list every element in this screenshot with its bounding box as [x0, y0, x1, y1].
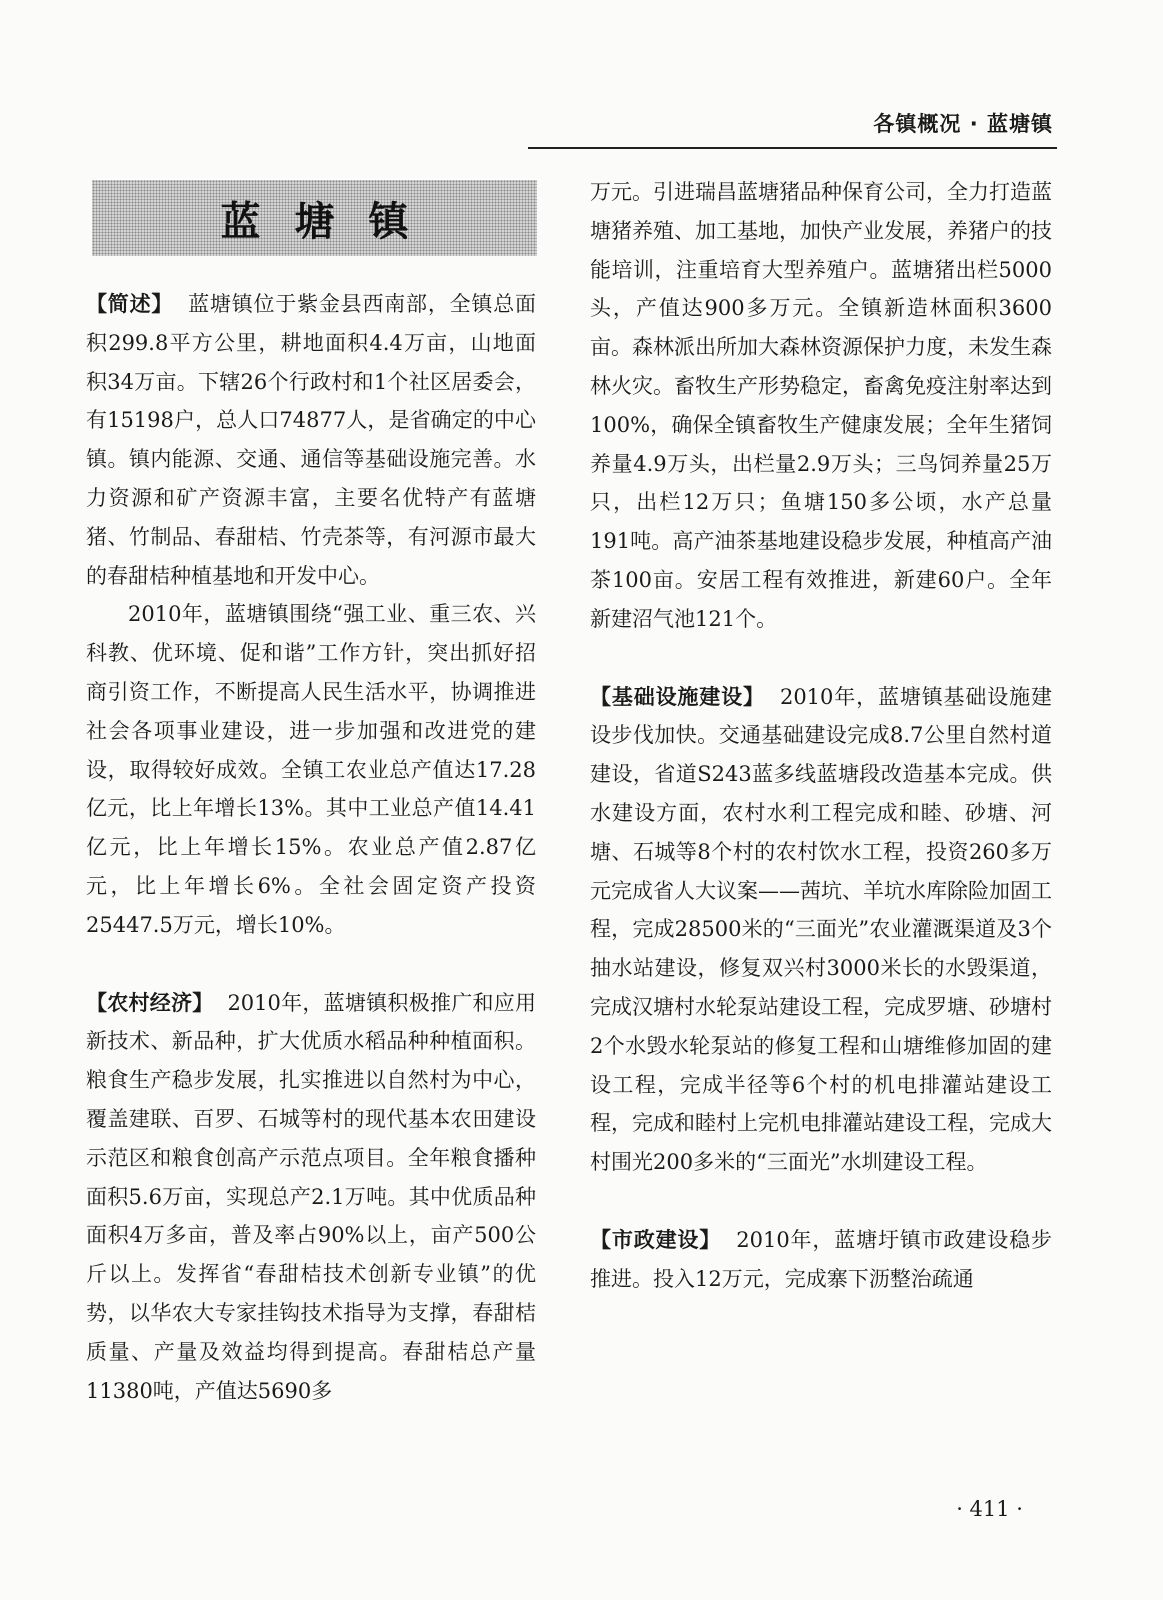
right-column	[590, 173, 1052, 1299]
section-title-rural-economy: 【农村经济】	[86, 990, 214, 1015]
overview-paragraph	[86, 595, 536, 944]
header-rule	[528, 147, 1057, 149]
section-title-infrastructure: 【基础设施建设】	[590, 684, 765, 709]
summary-text: 蓝塘镇位于紫金县西南部，全镇总面积299.8平方公里，耕地面积4.4万亩，山地面积34万亩。下辖26个行政村和1个社区居委会，有15198户，总人口74877人，是省确定的中心镇。镇内能源、交通、通信等基础设施完善。水力资源和矿产资源丰富，主要名优特产有蓝塘猪、竹制品、春甜桔、竹壳茶等，有河源市最大的春甜桔种植基地和开发中心。	[86, 292, 536, 588]
running-header: 各镇概况 · 蓝塘镇	[873, 112, 1053, 136]
municipal-text: 2010年，蓝塘圩镇市政建设稳步推进。投入12万元，完成寨下沥整治疏通	[590, 1227, 1052, 1291]
rural-economy-continued-text: 万元。引进瑞昌蓝塘猪品种保育公司，全力打造蓝塘猪养殖、加工基地，加快产业发展，养猪户的技能培训，注重培育大型养殖户。蓝塘猪出栏5000头，产值达900多万元。全镇新造林面积3600亩。森林派出所加大森林资源保护力度，未发生森林火灾。畜牧生产形势稳定，畜禽免疫注射率达到100%，确保全镇畜牧生产健康发展；全年生猪饲养量4.9万头，出栏量2.9万头；三鸟饲养量25万只，出栏12万只；鱼塘150多公顷，水产总量191吨。高产油茶基地建设稳步发展，种植高产油茶100亩。安居工程有效推进，新建60户。全年新建沼气池121个。	[590, 180, 1052, 631]
title-banner	[92, 180, 537, 256]
page-title: 蓝塘镇	[220, 198, 443, 245]
rural-economy-paragraph	[86, 984, 536, 1411]
section-title-summary: 【简述】	[86, 292, 174, 316]
infrastructure-paragraph	[590, 678, 1052, 1182]
rural-economy-text: 2010年，蓝塘镇积极推广和应用新技术、新品种，扩大优质水稻品种种植面积。粮食生产稳步发展，扎实推进以自然村为中心，覆盖建联、百罗、石城等村的现代基本农田建设示范区和粮食创高产示范点项目。全年粮食播种面积5.6万亩，实现总产2.1万吨。其中优质品种面积4万多亩，普及率占90%以上，亩产500公斤以上。发挥省“春甜桔技术创新专业镇”的优势，以华农大专家挂钩技术指导为支撑，春甜桔质量、产量及效益均得到提高。春甜桔总产量11380吨，产值达5690多	[86, 990, 536, 1403]
municipal-paragraph	[590, 1221, 1052, 1299]
page-number: · 411 ·	[956, 1497, 1023, 1521]
rural-economy-continued-paragraph	[590, 173, 1052, 639]
infrastructure-text: 2010年，蓝塘镇基础设施建设步伐加快。交通基础建设完成8.7公里自然村道建设，省道S243蓝多线蓝塘段改造基本完成。供水建设方面，农村水利工程完成和睦、砂塘、河塘、石城等8个村的农村饮水工程，投资260多万元完成省人大议案——茜坑、羊坑水库除险加固工程，完成28500米的“三面光”农业灌溉渠道及3个抽水站建设，修复双兴村3000米长的水毁渠道，完成汉塘村水轮泵站建设工程，完成罗塘、砂塘村2个水毁水轮泵站的修复工程和山塘维修加固的建设工程，完成半径等6个村的机电排灌站建设工程，完成和睦村上完机电排灌站建设工程，完成大村围光200多米的“三面光”水圳建设工程。	[590, 684, 1052, 1175]
summary-paragraph	[86, 285, 536, 595]
left-column	[86, 285, 536, 1410]
overview-text: 2010年，蓝塘镇围绕“强工业、重三农、兴科教、优环境、促和谐”工作方针，突出抓好招商引资工作，不断提高人民生活水平，协调推进社会各项事业建设，进一步加强和改进党的建设，取得较好成效。全镇工农业总产值达17.28亿元，比上年增长13%。其中工业总产值14.41亿元，比上年增长15%。农业总产值2.87亿元，比上年增长6%。全社会固定资产投资25447.5万元，增长10%。	[86, 602, 536, 937]
section-title-municipal: 【市政建设】	[590, 1227, 722, 1252]
